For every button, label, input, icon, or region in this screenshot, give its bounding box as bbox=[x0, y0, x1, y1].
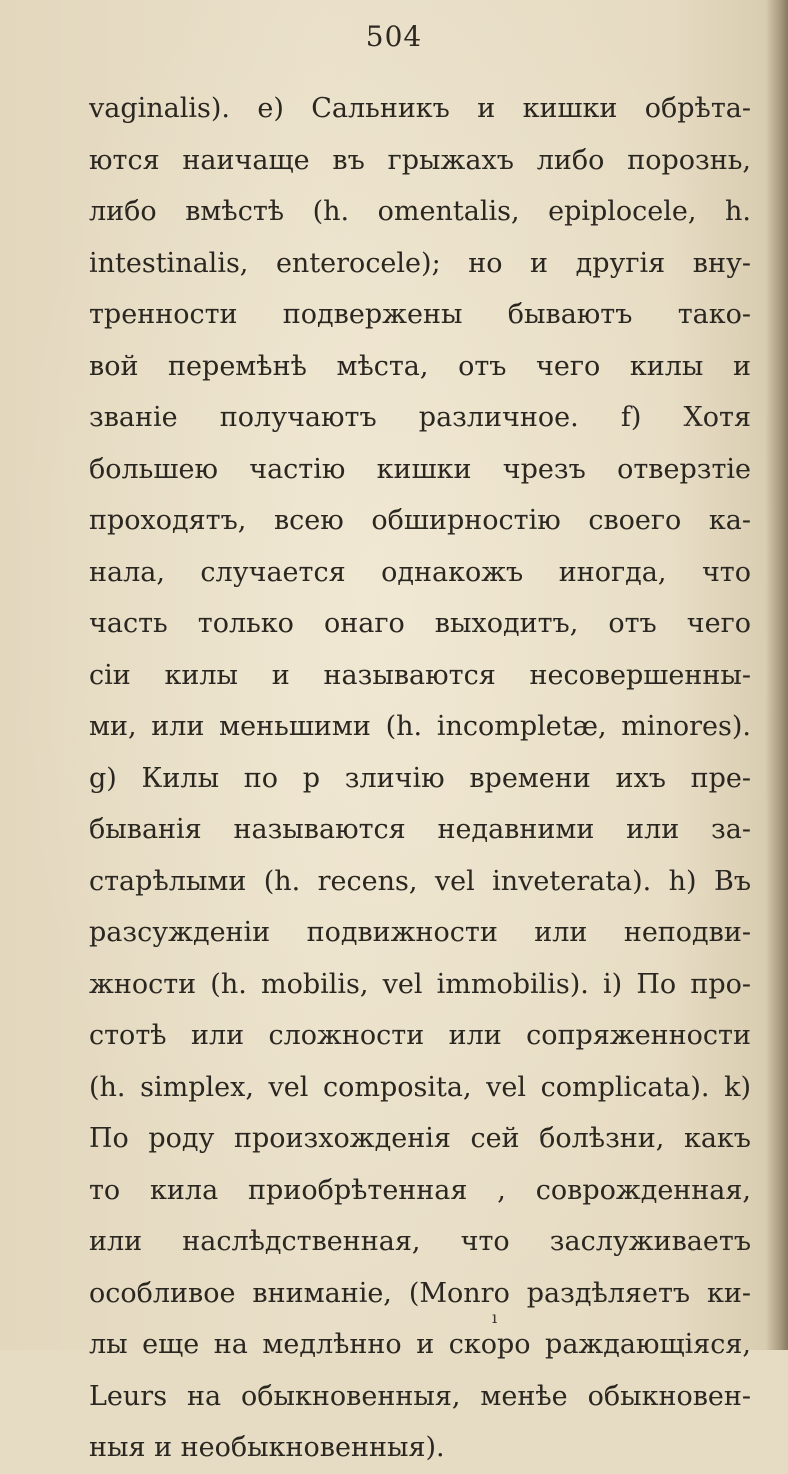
text-line: тренности подвержены бываютъ тако- bbox=[89, 299, 751, 330]
text-line: большею частію кишки чрезъ отверзтіе bbox=[89, 453, 751, 485]
text-line: вой перемѣнѣ мѣста, отъ чего килы и bbox=[89, 350, 751, 382]
text-line: либо вмѣстѣ (h. omentalis, epiplocele, h. bbox=[89, 196, 751, 227]
text-line: (h. simplex, vel composita, vel complicata). k) bbox=[89, 1071, 751, 1103]
text-line: особливое вниманіе, (Monro раздѣляетъ ки- bbox=[89, 1277, 751, 1309]
text-line: быванія называются недавними или за- bbox=[89, 814, 751, 845]
footer-mark: ı bbox=[492, 1308, 498, 1327]
text-line: нала, случается однакожъ иногда, что bbox=[89, 556, 751, 588]
page-number: 504 bbox=[365, 20, 423, 53]
text-line: vaginalis). e) Сальникъ и кишки обрѣта- bbox=[89, 93, 751, 124]
text-line: то кила приобрѣтенная , соврожденная, bbox=[89, 1174, 751, 1206]
text-line: часть только онаго выходитъ, отъ чего bbox=[89, 608, 751, 639]
page-spine-shadow bbox=[766, 0, 788, 1350]
text-line: старѣлыми (h. recens, vel inveterata). h) Въ bbox=[89, 865, 751, 897]
text-line: или наслѣдственная, что заслуживаетъ bbox=[89, 1226, 751, 1257]
text-line: Leurs на обыкновенныя, менѣе обыкновен- bbox=[89, 1380, 751, 1412]
text-line: жности (h. mobilis, vel immobilis). i) По про- bbox=[89, 968, 751, 1000]
text-line: разсужденіи подвижности или неподви- bbox=[89, 917, 751, 948]
text-line: лы еще на медлѣнно и скоро раждающіяся, bbox=[89, 1329, 751, 1360]
text-line: intestinalis, enterocele); но и другія вну- bbox=[89, 247, 751, 279]
text-line: ются наичаще въ грыжахъ либо порознь, bbox=[89, 144, 751, 176]
text-line: ми, или меньшими (h. incompletæ, minores). bbox=[89, 711, 751, 742]
text-line: сіи килы и называются несовершенны- bbox=[89, 659, 751, 691]
text-line: стотѣ или сложности или сопряженности bbox=[89, 1020, 751, 1051]
text-line: По роду произхожденія сей болѣзни, какъ bbox=[89, 1123, 751, 1154]
text-line: проходятъ, всею обширностію своего ка- bbox=[89, 505, 751, 536]
body-text bbox=[89, 83, 751, 1474]
text-line-last: ныя и необыкновенныя). bbox=[89, 1432, 445, 1463]
text-line: g) Килы по р зличію времени ихъ пре- bbox=[89, 762, 751, 794]
text-line: званіе получаютъ различное. f) Хотя bbox=[89, 402, 751, 433]
